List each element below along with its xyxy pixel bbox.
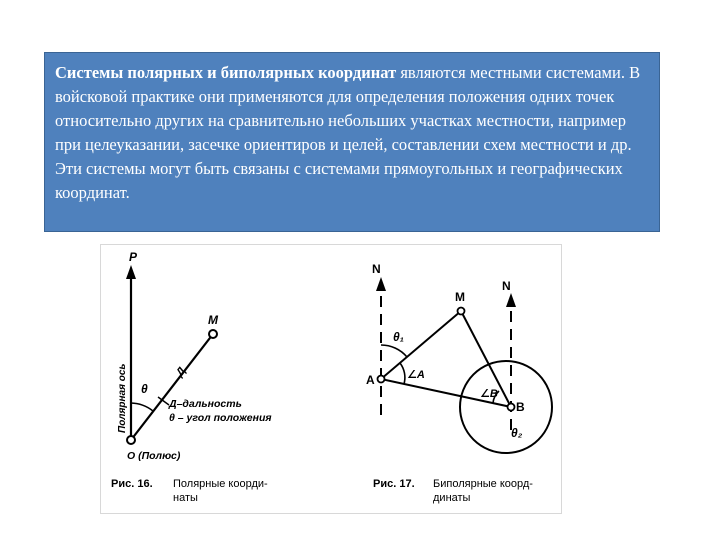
- fig17-angle-a: ∠A: [407, 369, 425, 381]
- fig17-point-a: [378, 376, 385, 383]
- fig17-north-left: N: [372, 262, 381, 276]
- fig17-theta1-arc: [381, 345, 407, 357]
- fig16-distance-letter: Д: [173, 365, 189, 379]
- fig17-point-m: [458, 308, 465, 315]
- fig16-angle-arc: [131, 403, 153, 411]
- fig17-north-arrow-right: [506, 293, 516, 307]
- fig17-label-b: B: [516, 400, 525, 414]
- fig17-theta1: θ₁: [393, 330, 404, 344]
- fig16-origin-label: О (Полюс): [127, 450, 181, 462]
- fig17-angle-b: ∠B: [480, 388, 498, 400]
- intro-lead-rest: являются местными системами. В войсковой практике они применяются для определения положения одних точек относительно других на сравнительно небольших участках местности, например при целеуказании, засечке ориентиров и целей, составлении схем местности и др. Эти системы могут быть связаны с системами прямоугольных и географических координат.: [55, 63, 641, 202]
- fig16-pole-point: [127, 436, 135, 444]
- fig16-caption-num: Рис. 16.: [111, 478, 153, 490]
- fig16-legend-distance: Д–дальность: [169, 398, 242, 410]
- fig16-label-p: P: [129, 250, 138, 264]
- fig16-axis-label: Полярная ось: [117, 363, 128, 433]
- fig16-caption-line1: Полярные коорди-: [173, 478, 268, 490]
- intro-text-box: [44, 52, 660, 232]
- fig17-label-a: A: [366, 373, 375, 387]
- fig17-circle-around-b: [460, 361, 552, 453]
- fig17-north-arrow-left: [376, 277, 386, 291]
- fig17-caption-line1: Биполярные коорд-: [433, 478, 533, 490]
- fig17-theta2: θ₂: [511, 426, 523, 440]
- fig17-label-m: M: [455, 290, 465, 304]
- fig17-angle-a-arc: [400, 363, 405, 384]
- fig17-point-b: [508, 404, 515, 411]
- fig17-caption-line2: динаты: [433, 492, 471, 504]
- fig17-caption-num: Рис. 17.: [373, 478, 415, 490]
- fig16-polar-diagram: [111, 250, 272, 504]
- fig16-label-m: M: [208, 313, 218, 327]
- fig16-angle-label: θ: [141, 382, 148, 396]
- fig16-legend-angle: θ – угол положения: [169, 412, 272, 424]
- intro-lead-bold: Системы полярных и биполярных координат: [55, 63, 397, 82]
- coordinate-figures: [100, 244, 562, 514]
- fig17-north-right: N: [502, 279, 511, 293]
- fig16-axis-arrow: [126, 265, 136, 279]
- fig17-bipolar-diagram: [366, 262, 552, 504]
- fig16-point-m: [209, 330, 217, 338]
- fig16-caption-line2: наты: [173, 492, 198, 504]
